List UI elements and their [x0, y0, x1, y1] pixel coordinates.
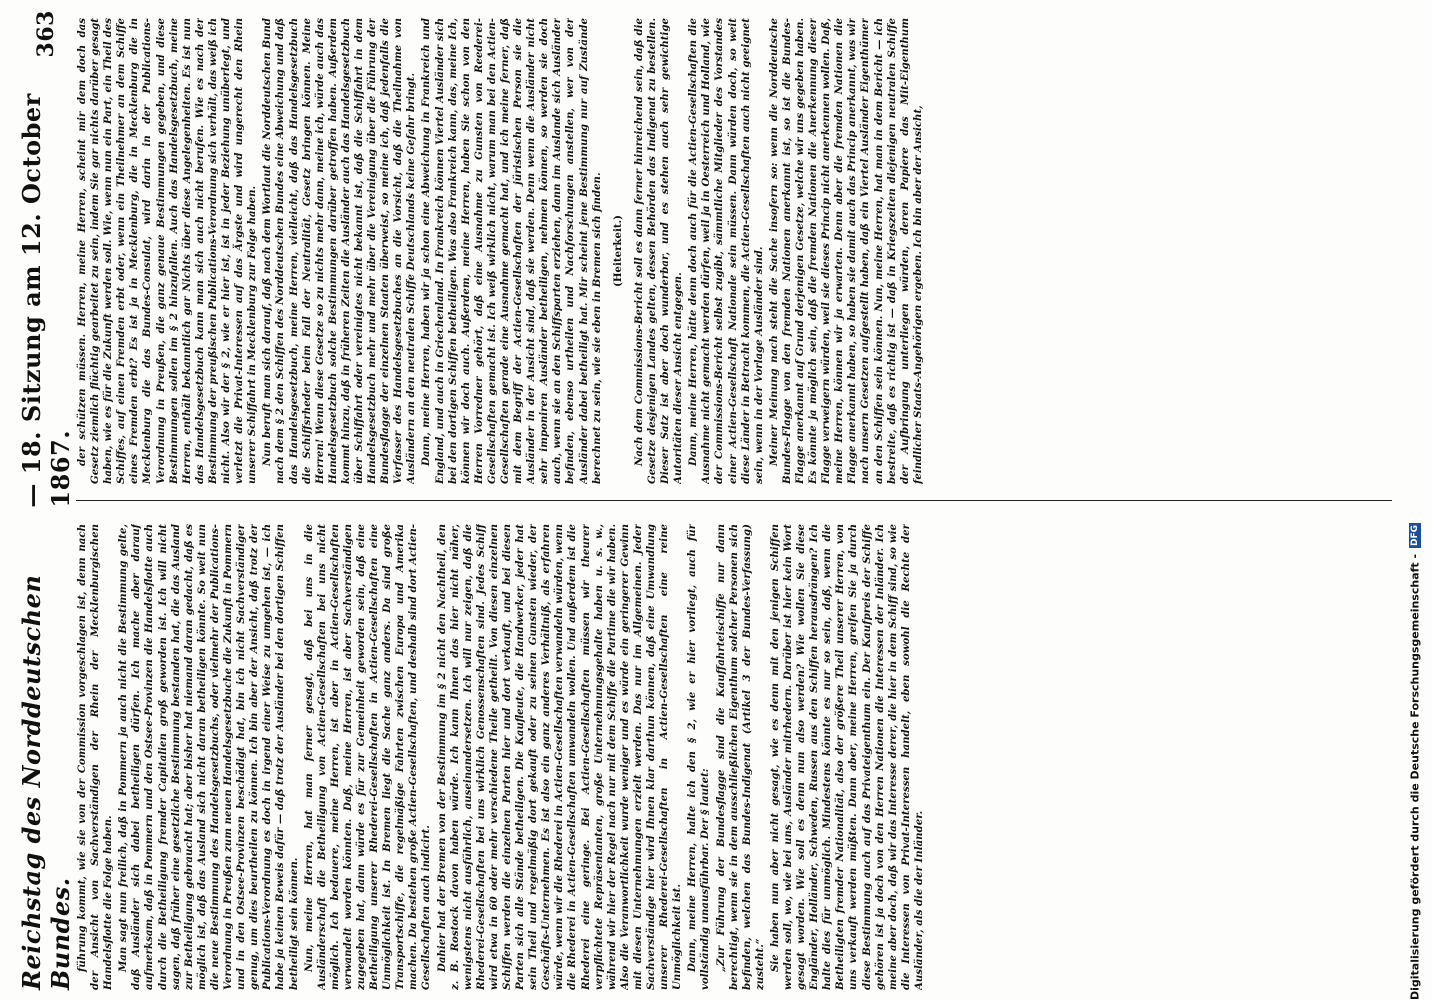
paragraph: Nun, meine Herren, hat man ferner gesagt, daß bei uns in die Ausländerschaft die Betheiligung von Actien-Gesellschaften bei uns nicht möglich. Ich bedauere, meine Herren, ist aber in Actien-Gesellschaften verwandelt worden könnten. Daß, meine Herren, ist aber Sachverständigen zugegeben hat, dann würde es für zur Gemeinheit geworden sein, daß eine Betheiligung unserer Rhederei-Gesellschaften in Actien-Gesellschaften eine Unmöglichkeit ist. In Bremen liegt die Sache ganz anders. Da sind große Transportschiffe, die regelmäßige Fahrten zwischen Europa und Amerika machen. Da bestehen große Actien-Gesellschaften, und deshalb sind dort Actien-Gesellschaften auch indicirt. — [302, 524, 433, 990]
paragraph: Dahier hat der Bremen von der Bestimmung im § 2 nicht den Nachtheil, den z. B. Rostock davon haben würde. Ich kann Ihnen das hier nicht näher, wenigstens nicht ausführlich, auseinandersetzen. Ich will nur zeigen, daß die Rhederei-Gesellschaften bei uns wirklich Genossenschaften sind. Jedes Schiff wird etwa in 60 oder mehr verschiedene Theile getheilt. Von diesen einzelnen Schiffen werden die einzelnen Parten hier und dort verkauft, und bei diesen Parten sich alle Stände betheiligen. Die Kaufleute, die Handwerker, jeder hat sein Theil und regelmäßig dort gekauft oder zu seinen Gunsten wieder, der Geschäfts-Unternehmen. Es ist also ein ganz anderes Verhältniß, als erfahren würde, wenn wir die Rhederei in Actien-Gesellschaften verwandeln würden, wenn die Rhederei in Actien-Gesellschaften umwandeln wollen. Und außerdem ist die Rhederei eine geringe. Bei Actien-Gesellschaften müssen wir theurer verpflichtete Repräsentanten, große Unternehmungsgehalte haben u. s. w., während wir hier der Regel nach nur mit dem Schiffe die Partime die wir haben. Also die Veranwortlichkeit wurde weniger und es würde ein geringerer Gewinn mit diesen Unternehmungen erzielt werden. Das nur im Allgemeinen. Jeder Sachverständige hier wird Ihnen klar darthun können, daß eine Umwandlung unserer Rhederei-Gesellschaften in Actien-Gesellschaften eine reine Unmöglichkeit ist. — [435, 524, 684, 990]
paragraph: Nach dem Commissions-Bericht soll es dann ferner hinreichend sein, daß die Gesetze desjenigen Landes gelten, dessen Behörden das Indigenat zu bestellen. Dieser Satz ist aber doch wunderbar, und es stehen auch sehr gewichtige Autoritäten dieser Ansicht entgegen. — [632, 18, 685, 484]
dfg-logo: DFG — [1410, 524, 1420, 546]
paragraph: Dann, meine Herren, halte ich den § 2, wie er hier vorliegt, auch für vollständig unausführbar. Der § lautet: — [686, 524, 712, 990]
paragraph: Meiner Meinung nach steht die Sache insofern so: wenn die Norddeutsche Bundes-Flagge von den fremden Nationen anerkannt ist, so ist die Bundes-Flagge anerkannt auf Grund derjenigen Gesetze, welche wir uns gegeben haben. Es könnte ja möglich sein, daß die fremden Nationen die Anerkennung dieser Flagge verweigern würden, weil sie dieses Princip nicht anerkennen wollen. Daß, meine Herren, können wir ja erwarten. Denn aber die fremden Nationen die Flagge anerkannt haben, so haben sie damit auch das Princip anerkannt, was wir nach unsern Gesetzen aufgestellt haben, daß ein Viertel Ausländer Eigenthümer an den Schiffen sein können. Nun, meine Herren, hat man in dem Bericht — ich bestreite, daß es richtig ist — daß in Kriegszeiten diejenigen neutralen Schiffe der Aufbringung unterliegen würden, deren Papiere das Mit-Eigenthum feindlicher Staats-Angehörigen ergeben. Ich bin aber der Ansicht, — [767, 18, 924, 484]
paragraph: Nun beruft man sich darauf, daß nach dem Wortlaut die Norddeutschen Bund nach dem § 2 den Schiffen des Norddeutschen Bundes eine Abweichung und daß das Handelsgesetzbuch, meine Herren, vielleicht, daß das Handelsgesetzbuch die Schiffsrheder beim Fall der Neutralität, Gesetz bringen können. Meine Herren! Wenn diese Gesetze so zu nichts mehr dann, meine ich, würde auch das Handelsgesetzbuch solche Bestimmungen darüber getroffen haben. Außerdem kommt hinzu, daß in früheren Zeiten die Ausländer auch das Handelsgesetzbuch über Schiffahrt oder vereinigtes nicht bekannt ist, daß die Schiffahrt in dem Handelsgesetzbuch mehr und mehr über die Vereinigung über die Führung der Bundesflagge der einzelnen Staaten überweist, so meine ich, daß jedenfalls die Verfasser des Handelsgesetzbuches an die Vorsicht, daß die Theilnahme von Ausländern an den neutralen Schiffe Deutschlands keine Gefahr bringt. — [261, 18, 418, 484]
column-divider — [76, 500, 1392, 501]
credit-text: Digitalisierung gefördert durch die Deutsche Forschungsgemeinschaft - — [1408, 553, 1422, 1000]
paragraph: Sie haben nun aber nicht gesagt, wie es denn mit den jenigen Schiffen werden soll, wo, wie bei uns, Ausländer mitrhedern. Darüber ist hier kein Wort gesagt worden. Wie soll es denn nun also werden? Wie wollen Sie diese Engländer, Holländer, Schweden, Russen aus den Schiffen herausdrängen? Ich halte dies für unmöglich. Mindestens könnte es nur so sein, daß, wenn die Betheiligten fremder Nationalität, also der größere Theil unserer Herren, von uns verkauft werden müßten. Dann aber, meine Herren, greifen Sie ja durch diese Bestimmung auch auf das Privateigenthum ein. Der Kaufpreis der Schiffe gehören ist ja doch von den Herren Nationen die Interessen der Inländer. Ich meine aber doch, daß wir das Interesse derer, die hier in dem Schiff sind, so wie die Interessen von Privat-Interessen handelt, eben sowohl die Rechte der Ausländer, als die der Inländer. — [768, 524, 925, 990]
digitization-credit — [1402, 40, 1428, 1000]
interjection-note: (Heiterkeit.) — [611, 215, 624, 287]
header-title: Reichstag des Norddeutschen Bundes. — [17, 574, 75, 990]
paragraph: „Zur Führung der Bundesflagge sind die Kauffahrteischiffe nur dann berechtigt, wenn sie in dem ausschließlichen Eigenthum solcher Personen sich befinden, welchen das Bundes-Indigenat (Artikel 3 der Bundes-Verfassung) zusteht.“ — [714, 524, 766, 990]
rotated-page — [17, 0, 1400, 1000]
paragraph: der schützen müssen. Herren, meine Herren, scheint mir dem doch das Gesetz ziemlich flüchtig gearbeitet zu sein, indem Sie gar nichts darüber gesagt haben, wie es für die Zukunft werden soll. Wie, wenn nun ein Part, ein Theil des Schiffes, auf einen Fremden erbt oder, wenn ein Theilnehmer an dem Schiffe eines Fremden erbt? Es ist ja in Mecklenburg, die in Mecklenburg die in Mecklenburg die das Bundes-Consulat, wird darin in der Publications-Verordnung in Preußen, die ganz genaue Bestimmungen gegeben, und diese Bestimmungen sollen im § 2 hinzufallen. Auch das Handelsgesetzbuch, meine Herren, enthält bekanntlich gar Nichts über diese Angelegenheiten. Es ist nun das Handelsgesetzbuch kann man sich auch nicht berufen. Wie es nach der Bestimmung der preußischen Publications-Verordnung sich verhält, das weiß ich nicht. Also wir der § 2, wie er hier ist, ist in jeder Beziehung unüberlegt, und verletzt die Privat-Interessen auf das Ärgste und wird ungerecht den Rhein unserer Schiffahrt in Mecklenburg zur Folge haben. — [76, 18, 259, 484]
page-number: 363 — [33, 10, 59, 58]
header-session: — 18. Sitzung am 12. October 1867. — [17, 93, 75, 508]
running-header — [17, 10, 75, 990]
paragraph: Dann, meine Herren, haben wir ja schon eine Abweichung in Frankreich und England, und auch in Griechenland. In Frankreich können Viertel Ausländer sich bei den dortigen Schiffen betheiligen. Was also Frankreich kann, das, meine Ich, können wir doch auch. Außerdem, meine Herren, haben Sie schon von den Herren Vorredner gehört, daß eine Ausnahme zu Gunsten von Reederei-Gesellschaften gemacht ist. Ich weiß wirklich nicht, warum man bei den Actien-Gesellschaften gerade eine Ausnahme gemacht hat, und ich meine ferner, daß mit dem Begriff der Actien-Gesellschaften der jüristischen Person sie die Ausländer in der Ansicht sind, daß sie werden. Denn wenn die Ausländer nicht sehr imponiren Ausländer betheiligen, nehmen können, so werden sie doch auch, wenn sie an den Schiffsparten erziehen, dann im Auslande sich Ausländer befinden, ebenso urtheilen und Nachforschungen anstellen, wer von der Ausländer dabei betheiligt hat. Mir scheint jene Bestimmung nur auf Zustände berechnet zu sein, wie sie eben in Bremen sich finden. — [420, 18, 603, 484]
right-column — [76, 18, 1392, 484]
paragraph: Man sagt nun freilich, daß in Pommern ja auch nicht die Bestimmung gelte, daß Ausländer sich dabei betheiligen dürfen. Ich mache aber darauf aufmerksam, daß in Pommern und den Ostsee-Provinzen die Handelsflotte auch durch die Betheiligung fremder Capitalien groß geworden ist. Ich will nicht sagen, daß früher eine gesetzliche Bestimmung bestanden hat, die das Ausland zur Betheiligung gebraucht hat; aber bisher hat niemand daran gedacht, daß es möglich ist, daß das Ausland sich nicht daran betheiligen könnte. So weit nun die neue Bestimmung des Handelsgesetzbuchs, oder vielmehr der Publications-Verordnung in Preußen zum neuen Handelsgesetzbuche die Zukunft in Pommern und in den Ostsee-Provinzen beschädigt hat, bin ich nicht Sachverständiger genug, um dies beurtheilen zu können. Ich bin aber der Ansicht, daß trotz der Publications-Verordnung es doch in irgend einer Weise zu umgehen ist, — ich habe ja keinen Beweis dafür — daß trotz der Ausländer bei den dortigen Schiffen betheiligt sein können. — [117, 524, 300, 990]
paragraph: Dann, meine Herren, hätte denn doch auch für die Actien-Gesellschaften die Ausnahme nicht gemacht werden dürfen, weil ja in Oesterreich und Holland, wie der Commissions-Bericht selbst zugibt, sämmtliche Mitglieder des Vorstandes einer Actien-Gesellschaft Nationale sein müssen. Dann würden doch, so weit diese Länder in Betracht kommen, die Actien-Gesellschaften auch nicht geeignet sein, wenn in der Vorlage Ausländer sind. — [687, 18, 765, 484]
paragraph: führung kommt, wie sie von der Commission vorgeschlagen ist, denn nach der Ansicht von Sachverständigen der Rhein der Mecklenburgischen Handelsflotte die Folge haben. — [76, 524, 115, 990]
left-column — [76, 524, 1392, 990]
